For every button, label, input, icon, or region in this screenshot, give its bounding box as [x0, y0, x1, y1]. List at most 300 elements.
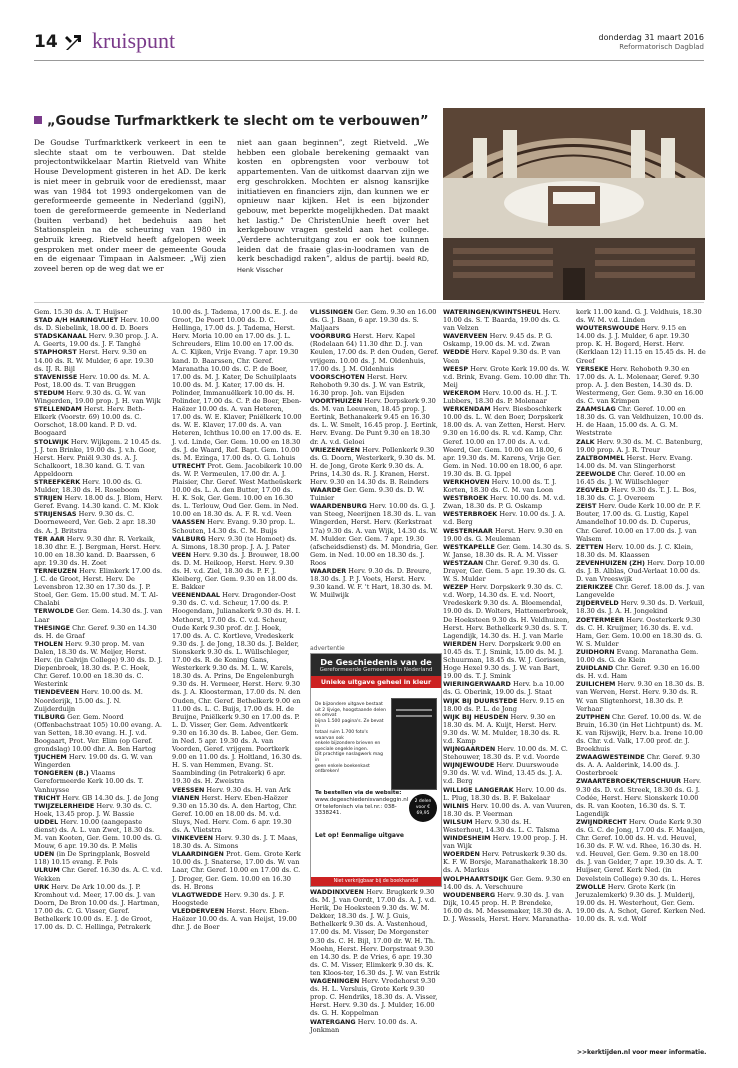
listing-text: Herv. Wijkgem. 2 10.45 ds. J. J. ten Brinke, 19.00 ds. J. v.h. Goor, Herst. Herv. Pniël 9.30 ds. A. J. Schalkoort, 18.30 kand. G. T. van Appeldoorn — [34, 437, 162, 478]
listing-text: Herv. 9.30 en 18.30 ds. M. A. Kuijt, Herst. Herv. 9.30 ds. W. M. Mulder, 18.30 ds. R. v.d. Kamp — [443, 712, 561, 745]
listing-text: Chr. Geref. 10.00 ds. W. de Bruin, 16.30 (in Het Lichtpunt) ds. M. K. van Rijswijk, Herv. b.a. Irene 10.00 ds. Chr. v.d. Valk, 17.00 prof. dr. J. Broekhuis — [576, 712, 703, 754]
book-advertisement[interactable] — [310, 653, 442, 887]
listing-text: Chr. Geref. 9.30 ds. A. A. Aalderink, 14.00 ds. J. Oosterbroek — [576, 753, 700, 778]
listing-text: Herv. Dorpskerk 9.30 ds. C. v.d. Worp, 14.30 ds. E. v.d. Noort, Vredeskerk 9.30 ds. A. Bloemendal, 19.00 ds. D. Wolters, Hattemerbroek, De Hoeksteen 9.30 ds. H. Veldhuizen, Herst. Herv. Bethelkerk 9.30 ds. S. T. Lagendijk, 14.30 ds. H. J. van Marle — [443, 583, 570, 640]
listing-text: Herv. Duurswoude 9.30 ds. W. v.d. Wind, 13.45 ds. J. A. v.d. Berg — [443, 761, 563, 786]
listing-text: Herv. 10.00 ds. T. J. Korten, 18.30 ds. C. M. van Loon — [443, 477, 557, 495]
listing-entry — [443, 875, 573, 891]
listing-place-name: VOORSCHOTEN — [310, 372, 365, 381]
listing-place-name: ZIJDERVELD — [576, 599, 619, 608]
listing-place-name: STADSKANAAL — [34, 332, 87, 341]
arrow-logo-icon — [64, 32, 84, 52]
listing-text: Herst. Herv. Beth-Elkerk (Voorstr. 69) 10.00 ds. C. Oorschot, 18.00 kand. P. D. vd. Boogaard — [34, 405, 145, 438]
listing-place-name: STAVENISSE — [34, 372, 78, 381]
listing-text: Herv. 18.00 ds. J. Blom, Herv. Geref. Evang. 14.30 kand. C. M. Klok — [34, 494, 163, 511]
listing-text: Herv. 10.00 ds. A. van Vuuren, 18.30 ds. P. Veerman — [443, 801, 573, 818]
listing-text: Herst. Herv. 9.30 en 19.00 ds. G. Meuleman — [443, 526, 563, 543]
listing-text: Chr. Geref. 9.30 en 16.00 ds. H. v.d. Ham — [576, 664, 700, 681]
listing-entry — [443, 389, 573, 405]
listing-text: Herv. 9.30 ds. C. Doorneweerd, Ver. Geb. 2 apr. 18.30 ds. A. J. Britstra — [34, 510, 156, 535]
ad-website-link[interactable]: www.degeschiedenisvandeggin.nl — [315, 796, 409, 803]
listing-place-name: UTRECHT — [172, 461, 206, 470]
listing-text: Herv. Dorpskerk 9.30 ds. M. van Leeuwen, 18.45 prop. J. Eertink, Bethanakerk 9.45 en 16.30 ds. L. W. Smelt, 16.45 prop. J. Eertink, Herv. Evang. De Punt 9.30 en 18.30 dr. A. v.d. Geloei — [310, 397, 438, 446]
listing-text: Herst. Herv. 9.30 en 14.00 ds. R. W. Mulder, 6 apr. 19.30 ds. IJ. R. Bijl — [34, 348, 154, 373]
listing-place-name: ZOETERMEER — [576, 615, 625, 624]
listing-place-name: WESTKAPELLE — [443, 542, 495, 551]
listing-text: Herv. 10.00 ds. M. A. Post, 18.00 ds. T. van Bruggen — [34, 372, 150, 389]
ad-bullet: totaal ruim 1.700 foto's waarvan ook — [315, 729, 368, 741]
listing-text: Herv. 9.30 ds. M. C. Batenburg, 19.00 prop. A. J. R. Treur — [576, 437, 703, 454]
listing-text: Herv. 9.30 dhr. R. Verkaik, 18.30 dhr. E. J. Bergman, Herst. Herv. 10.00 en 18.30 kand. D. Baarssen, 6 apr. 19.30 ds. H. Zoet — [34, 534, 162, 567]
listing-entry — [443, 365, 573, 389]
listing-text: Herst. Herv. Eben-Haëzer 9.30 en 15.30 ds. A. den Hartog, Chr. Geref. 10.00 en 18.00 ds. M. v.d. Sluys, Ned. Herv. Com. 6 apr. 19.30 ds. A. Vlietstra — [172, 793, 297, 834]
listing-column-3 — [310, 308, 440, 599]
listing-place-name: TRICHT — [34, 793, 61, 802]
issue-date: donderdag 31 maart 2016 — [598, 33, 704, 42]
listing-place-name: VALBURG — [172, 534, 206, 543]
listing-entry — [443, 818, 573, 834]
listing-place-name: ZUTPHEN — [576, 712, 610, 721]
listing-place-name: TIENDEVEEN — [34, 688, 80, 697]
listing-entry — [172, 834, 302, 850]
listing-place-name: STRIJEN — [34, 494, 63, 503]
listing-entry — [34, 494, 164, 510]
listing-place-name: WESTERHAAR — [443, 526, 493, 535]
listing-entry — [34, 753, 164, 769]
listing-place-name: WILLIGE LANGERAK — [443, 785, 514, 794]
ad-title: De Geschiedenis van de — [320, 657, 432, 667]
listing-entry — [34, 405, 164, 437]
listing-entry — [310, 486, 440, 502]
listing-text: Herv. 10.00 ds. L. Plug, 18.30 ds. B. F. Bakelaar — [443, 785, 567, 802]
article-column-1: De Goudse Turfmarktkerk verkeert in een te slechte staat om te verbouwen. Dat stelde projectontwikkelaar Martin Rietveld van White House Development gisteren in het AD. De kerk is niet meer in gebruik voor de erediensst, maar was van 1984 tot 1993 ondergekomen van de gereformeerde gemeente in Nederland (ggiN), toen de gereformeerde gemeente in Nederland (buiten verband) het bedehuis aan het Stationsplein na de scheuring van 1980 in gebruik kreeg. Rietveld heeft afgelopen week gesproken met onder meer de gemeente Gouda en de eigenaar Timpaan in Aalsmeer. „Wij zien zoveel beren op de weg dat we er — [34, 138, 226, 274]
listing-entry — [576, 713, 706, 753]
listing-text: Herv. 10.00 ds. M. v.d. Zwan, 18.30 ds. P. G. Oskamp — [443, 494, 566, 511]
listing-text: Herv. 9.30 ds. J. van Dijk, 10.45 prop. H. P. Brendeke, 16.00 ds. M. Messemaker, 18.30 ds. A. D. J. Wessels, Herst. Herv. Maranatha- — [443, 890, 573, 924]
listing-text: Herst. Herv. Evang. 14.00 ds. M. van Slingerhorst — [576, 453, 693, 470]
listing-place-name: WIJNJEWOUDE — [443, 761, 495, 770]
listing-place-name: WEZEP — [443, 583, 469, 592]
section-title: kruispunt — [92, 28, 176, 53]
listing-entry — [443, 543, 573, 559]
listing-entry — [576, 365, 706, 405]
listing-entry — [310, 397, 440, 446]
listing-text: Herv. Elimkerk 17.00 ds. J. C. de Groot, Herst. Herv. De Levensbron 12.30 en 17.30 ds. J. P. Stoel, Ger. Gem. 15.00 stud. M. T. Al-Chalabi — [34, 567, 163, 608]
listing-entry — [576, 616, 706, 648]
listing-entry — [34, 308, 164, 316]
listing-entry — [576, 308, 706, 324]
listing-entry — [34, 866, 164, 882]
listing-text: Herv. 19.00 prop. J. H. van Wijk — [443, 834, 568, 851]
listing-text: Herv. Vredehorst 9.30 ds. H. L. Versluis, Grote Kerk 9.30 prop. C. Hendriks, 18.30 ds. A. Visser, Herst. Herv. 9.30 ds. J. Mulder, 16.00 ds. G. H. Koppelman — [310, 977, 438, 1018]
section-divider — [34, 302, 704, 303]
listing-entry — [34, 850, 164, 866]
listing-entry — [576, 680, 706, 712]
listing-text: Herv. Kapel 9.30 ds. P. van Veen — [443, 348, 561, 365]
listing-text: Herv. 19.00 ds. G. W. van Wingerden — [34, 753, 153, 770]
listing-place-name: WAARDENBURG — [310, 502, 367, 511]
listing-place-name: WINDESHEIM — [443, 834, 491, 843]
listing-text: Herv. Pollenkerk 9.30 ds. G. Doorn, Westerkerk, 9.30 ds. M. H. de Jong, Grote Kerk 9.30 ds. A. Prins, 14.30 ds. R. J. Kranen, Herst. Herv. 9.30 en 14.30 ds. B. Reinders — [310, 445, 436, 486]
listing-place-name: VRIEZENVEEN — [310, 445, 360, 454]
listing-place-name: WIERDEN — [443, 639, 477, 648]
article-column-2 — [237, 138, 429, 276]
listing-place-name: ZIERIKZEE — [576, 583, 613, 592]
listing-entry — [576, 883, 706, 923]
listing-text: Herv. Oosterkerk 9.30 ds. C. H. Kruijmer, 16.30 ds. E. v.d. Ham, Ger. Gem. 10.00 en 18.30 ds. G. W. S. Mulder — [576, 615, 703, 648]
listing-place-name: ZUIDHORN — [576, 647, 615, 656]
listing-text: Ger. Gem. 9.30 ds. D. W. Tuinier — [310, 486, 425, 503]
listing-entry — [172, 535, 302, 551]
listing-text: Chr. Geref. 10.00 en 18.30 ds. G. van Veldhuizen, 10.00 ds. H. de Haan, 15.00 ds. A. G. M. Weststrate — [576, 405, 704, 438]
listing-text: Chr. Geref. 10.00 en 16.45 ds. J. W. Wüllschleger — [576, 469, 686, 486]
listing-place-name: ZEVENHUIZEN (ZH) — [576, 558, 645, 567]
listing-entry — [443, 891, 573, 923]
listing-entry — [172, 907, 302, 931]
listing-place-name: WESTZAAN — [443, 558, 484, 567]
listing-text: Herv. Biesboschkerk 10.00 ds. L. W. den Boer, Dorpskerk 18.00 ds. A. van Zetten, Herst. Herv. 9.30 en 16.00 ds. R. v.d. Kamp, Chr. Geref. 10.00 en 17.00 ds. A. v.d. Weerd, Ger. Gem. 10.00 en 18.00, 6 apr. 19.30 ds. M. Karens, Vrije Ger. Gem. in Ned. 10.00 en 18.00, 6 apr. 19.30 ds. B. G. Ippel — [443, 405, 566, 478]
listing-text: Herv. Oude Kerk 10.00 dr. P. F. Bouter, 17.00 ds. G. Lustig, Kapel Amandelhof 10.00 ds. D. Cuperus, Chr. Geref. 10.00 en 17.00 ds. J. van Walsem — [576, 502, 701, 543]
listing-text: Herv. 9.30 prop. J. A. A. Geerts, 19.00 ds. J. F. Tanghé — [34, 332, 159, 349]
listing-entry — [576, 438, 706, 454]
listing-text: Herv. Dragonder-Oost 9.30 ds. C. v.d. Scheur, 17.00 ds. P. Hoogendam, Julianakerk 9.30 ds. H. I. Methorst, 17.00 ds. C. v.d. Scheur, Oude Kerk 9.30 prof. dr. J. Hoek, 17.00 ds. A. C. Kortleve, Vredeskerk 9.30 ds. J. de Jong, 18.30 ds. J. Belder, Sionskerk 9.30 ds. L. Wüllschleger, 17.00 ds. R. de Koning Gans, Westerkerk 9.30 ds. M. L. W. Karels, 18.30 ds. A. Prins, De Engelenburgh 9.30 ds. H. Vermeer, Herst. Herv. 9.30 ds. J. A. Kloosterman, 17.00 ds. N. den Ouden, Chr. Geref. Bethelkerk 9.00 en 11.00 ds. L. C. Buijs, 17.00 ds. H. de Bruijne, Pniëlkerk 9.30 en 17.00 ds. P. L. D. Visser, Ger. Gem. Adventkerk 9.30 en 16.30 ds. B. Labee, Ger. Gem. in Ned. 5 apr. 19.30 ds. A. van Voorden, Geref. vrijgem. Poortkerk 9.00 en 11.00 ds. J. Holtland, 16.30 ds. H. S. van Hemmen, Evang. St. Saambinding (in Petrakerk) 6 apr. 19.30 ds. H. Zweistra — [172, 591, 302, 786]
listing-place-name: WIJNGAARDEN — [443, 745, 496, 754]
listing-text: Herv. De Ark 10.00 ds. J. P. Kromhout v.d. Meer, 17.00 ds. J. van Doorn, De Bron 10.00 ds. J. Hartman, 17.00 ds. C. G. Visser, Geref. Bethelkerk 10.00 ds. E. J. de Groot, 17.00 ds. D. C. Hellinga, Petrakerk — [34, 882, 160, 932]
listing-text: Herst. Herv. Eben-Haëzer 10.00 ds. A. van Heijst, 19.00 dhr. J. de Boer — [172, 906, 297, 932]
listing-place-name: ZEEWOLDE — [576, 469, 616, 478]
listing-entry — [34, 478, 164, 494]
ad-bullet: De bijzondere uitgave bestaat uit 2 lijvige, hoogstaande delen en omvat — [315, 702, 386, 719]
listing-place-name: WATERINGEN/KWINTSHEUL — [443, 308, 541, 316]
listing-place-name: WOUDENBERG — [443, 890, 496, 899]
church-interior-photo — [443, 108, 705, 300]
listing-entry — [443, 761, 573, 785]
listing-entry — [576, 324, 706, 364]
listing-place-name: ZUIDLAND — [576, 664, 614, 673]
listing-place-name: ZALK — [576, 437, 595, 446]
listing-place-name: THOLEN — [34, 639, 63, 648]
listing-text: Herv. 9.30 (te Homoet) ds. A. Simons, 18.30 prop. J. A. J. Pater — [172, 534, 297, 551]
listing-column-3b — [310, 888, 440, 1034]
listing-place-name: THESINGE — [34, 623, 71, 632]
listing-entry — [443, 527, 573, 543]
ad-bullet: bijna 1.500 pagina's. Ze bevat in — [315, 718, 384, 730]
book-cover-image — [391, 698, 437, 790]
listing-entry — [576, 486, 706, 502]
listing-text: Prot. Gem. Jacobikerk 10.00 ds. W. P. Vermeulen, 17.00 dr. A. J. Plaisier, Chr. Geref. West Matheüskerk 10.00 ds. L. A. den Butter, 17.00 ds. H. K. Sok, Ger. Gem. 10.00 en 16.30 ds. L. Terlouw, Oud Ger. Gem. in Ned. 10.00 en 18.30 ds. A. F. R. v.d. Veen — [172, 461, 302, 519]
listing-entry — [443, 348, 573, 364]
photo-credit: beeld RD, Henk Visscher — [237, 255, 429, 275]
listing-entry — [34, 769, 164, 793]
listing-entry — [34, 640, 164, 689]
listing-text: Herv. 10.00 ds. D. Siebelink, 18.00 d. D. Boers — [34, 316, 160, 333]
listing-place-name: UDDEL — [34, 817, 59, 826]
listing-text: Herv. 10.00 ds. J. C. Klein, 18.30 ds. M. Klaassen — [576, 542, 694, 559]
ad-subtitle: Gereformeerde Gemeenten in Nederland — [319, 667, 433, 673]
listing-entry — [34, 316, 164, 332]
listing-text: Herv. 9.30 prop. M. van Dalen, 18.30 ds. W. Meijer, Herst. Herv. (in Calvijn College) 9.30 ds. D. J. Diepenbroek, 18.30 ds. P. C. Hoek, Chr. Geref. 10.00 en 18.30 ds. C. Westerink — [34, 639, 163, 689]
ad-header — [311, 654, 441, 676]
listing-place-name: WEDDE — [443, 348, 470, 357]
ad-bullet: geen enkele boekenkast ontbreken! — [315, 763, 370, 775]
listing-entry — [576, 599, 706, 615]
listing-entry — [34, 624, 164, 640]
listing-entry — [310, 567, 440, 599]
listing-text: Herv. 10.00 ds. A. Jonkman — [310, 1017, 418, 1034]
listing-entry — [172, 850, 302, 890]
listing-text: Herv. 10.00 ds. G. Mulder, 18.30 ds. H. Roseboom — [34, 477, 143, 495]
listing-entry — [310, 888, 440, 977]
listing-entry — [34, 794, 164, 802]
listing-entry — [576, 818, 706, 883]
listing-place-name: ZWAARTEBROEK/TERSCHUUR — [576, 777, 682, 786]
ad-slogan: Unieke uitgave geheel in kleur — [311, 676, 441, 688]
listing-place-name: VIANEN — [172, 793, 200, 802]
listing-entry — [443, 332, 573, 348]
listing-entry — [443, 583, 573, 640]
listing-entry — [576, 405, 706, 437]
listing-place-name: WEKEROM — [443, 388, 481, 397]
article-column-2-text: niet aan gaan beginnen”, zegt Rietveld. „We hebben een globale berekening gemaakt van kosten en opbrengsten voor verbouw tot appartementen. Van de uitkomst daarvan zijn we erg geschrokken. Mochten er alsnog kansrijke initiatieven en financiers zijn, dan kunnen we er opnieuw naar kijken. Het is een bijzonder gebouw, met beperkte mogelijkheden. Dat maakt het lastig.” De ChristenUnie heeft over het kerkgebouw vragen gesteld aan het college. „Verdere achteruitgang zou er ook toe kunnen leiden dat de fraaie glas-in-loodramen van de kerk beschadigd raken”, aldus de partij. — [237, 138, 429, 264]
listing-place-name: URK — [34, 882, 50, 891]
listing-text: Herv. 9.30 en 18.30 ds. B. van Werven, Herst. Herv. 9.30 ds. R. W. van Sligtenhorst, 18.30 ds. P. Verhaar — [576, 680, 705, 713]
listing-place-name: ZEGVELD — [576, 486, 609, 495]
listing-text: Prot. Gem. Grote Kerk 10.00 ds. J. Snaterse, 17.00 ds. W. van Laar, Chr. Geref. 10.00 en 17.00 ds. C. J. Droger, Ger. Gem. 10.00 en 16.30 ds. H. Brons — [172, 850, 301, 891]
listing-place-name: TWIJZELERHEIDE — [34, 801, 95, 810]
listing-entry — [34, 348, 164, 372]
listing-entry — [443, 713, 573, 745]
ad-bullet: enkele bijzondere brieven en — [315, 741, 381, 747]
listing-entry — [172, 794, 302, 834]
listing-place-name: UDEN — [34, 850, 55, 859]
listing-place-name: VOORTHUIZEN — [310, 397, 362, 406]
book-title-bar — [396, 709, 432, 711]
listing-entry — [34, 688, 164, 712]
listing-place-name: WILNIS — [443, 801, 469, 810]
ad-contact — [315, 790, 407, 817]
listing-place-name: TILBURG — [34, 712, 66, 721]
listing-entry — [34, 567, 164, 607]
listing-text: (in De Springplank, Bosveld 118) 10.15 evang. F. Pols — [34, 850, 150, 867]
listing-entry — [576, 777, 706, 817]
listing-entry — [172, 462, 302, 519]
listing-entry — [34, 818, 164, 850]
listing-entry — [576, 559, 706, 583]
kerktijden-link[interactable]: >>kerktijden.nl voor meer informatie. — [577, 1049, 707, 1056]
listing-column-4 — [443, 308, 573, 923]
listing-place-name: ULRUM — [34, 866, 60, 875]
listing-text: Herv. Rehoboth 9.30 en 17.00 ds. A. L. Molenaar, Geref. 9.30 prop. A. J. den Besten, 14.30 ds. D. Westermeng, Ger. Gem. 9.30 en 16.00 ds. C. van Krimpen — [576, 364, 704, 406]
listing-text: Herv. Evang. 9.30 prop. L. Schouten, 14.30 ds. C. M. Buijs — [172, 518, 296, 535]
listing-text: Herv. 9.30 ds. J. Brouwer, 18.00 ds. D. M. Heikoop, Herst. Herv. 9.30 ds. H. v.d. Ziel, 18.30 ds. P. F. J. Kleiberg, Ger. Gem. 9.30 en 18.00 ds. E. Bakker — [172, 550, 300, 592]
listing-text: Herv. 9.30 ds. T. J. L. Bos, 18.30 ds. C. J. Overeem — [576, 486, 697, 503]
listing-entry — [443, 802, 573, 818]
listing-text: Ger. Gem. 9.30 en 14.00 ds. A. Verschuure — [443, 874, 571, 891]
listing-text: Herv. Petruskerk 9.30 ds. K. F. W. Borsje, Maranathakerk 18.30 ds. A. Markus — [443, 850, 568, 875]
listing-place-name: YERSEKE — [576, 364, 609, 373]
listing-entry — [443, 745, 573, 761]
listing-entry — [443, 786, 573, 802]
listing-entry — [443, 405, 573, 478]
listing-text: Herv. 9.30 ds. C. Hoek, 13.45 prop. J. W. Bassie — [34, 801, 152, 818]
listing-place-name: TER AAR — [34, 534, 65, 543]
listing-entry — [310, 446, 440, 486]
listing-text: Herv. 9.15 en 14.00 ds. J. J. Mulder, 6 apr. 19.30 prop. K. H. Bogerd, Herst. Herv. (Kerklaan 12) 11.15 en 15.45 ds. H. de Greef — [576, 324, 706, 365]
listing-place-name: ZETTEN — [576, 542, 604, 551]
ad-label: advertentie — [310, 645, 345, 652]
listing-place-name: WERKENDAM — [443, 405, 491, 414]
article-title-text: „Goudse Turfmarktkerk te slecht om te verbouwen” — [47, 114, 429, 129]
page-number: 14 — [34, 32, 58, 52]
listing-text: Herst. Herv. Rehoboth 9.30 ds. J. W. van Estrik, 16.30 prop. Joh. van Eijsden — [310, 372, 426, 397]
listing-text: Ger. Gem. Noord (Offenbachstraat 105) 10.00 evang. A. van Setten, 18.30 evang. H. J. v.d. Boogaart, Prot. Ver. Elim (op Geref. grondslag) 10.00 dhr. A. Ben Hartog — [34, 712, 162, 754]
ad-bullet: speciale ongekle ingen. — [315, 746, 369, 752]
ad-cta: Let op! Eenmalige uitgave — [315, 832, 404, 839]
listing-entry — [310, 308, 440, 332]
ad-description — [315, 702, 387, 775]
listing-place-name: ZEIST — [576, 502, 597, 511]
listing-text: Herst. Herv. Kapel (Rodelaan 64) 11.30 dhr. D. J. van Keulen, 17.00 ds. P. den Ouden, Geref. vrijgem. 10.00 ds. J. M. Oldenhuis, 17.00 ds. J. M. Oldenhuis — [310, 332, 439, 373]
listing-place-name: WAARDE — [310, 486, 342, 495]
listing-entry — [34, 332, 164, 348]
listing-place-name: VEEN — [172, 550, 192, 559]
listing-text: Herv. 9.30 ds. H. van Ark — [206, 785, 291, 794]
listing-entry — [310, 373, 440, 397]
listing-place-name: STELLENDAM — [34, 405, 82, 414]
listing-column-5 — [576, 308, 706, 923]
header-meta — [599, 33, 704, 51]
listing-entry — [443, 510, 573, 526]
listing-text: Herv. Dorpskerk 9.00 en 10.45 ds. T. J. Smink, 15.00 ds. M. J. Schuurman, 18.45 ds. W. J. Gorissen, Hoge Hexel 9.30 ds. J. W. van Bart, 19.00 ds. T. J. Smink — [443, 639, 567, 681]
listing-entry — [443, 850, 573, 874]
listing-entry — [34, 373, 164, 389]
listing-place-name: VAASSEN — [172, 518, 206, 527]
listing-text: Evang. Maranatha Gem. 10.00 ds. G. de Klein — [576, 647, 699, 665]
listing-place-name: VLAGTWEDDE — [172, 890, 222, 899]
listing-place-name: VLISSINGEN — [310, 308, 353, 316]
listing-entry — [34, 535, 164, 567]
listing-entry — [310, 977, 440, 1017]
listing-entry — [310, 502, 440, 567]
ad-bullet: Dit prachtige naslagwerk mag in — [315, 752, 383, 763]
listing-column-2 — [172, 308, 302, 931]
listing-place-name: WAGENINGEN — [310, 977, 360, 986]
listing-entry — [443, 494, 573, 510]
listing-entry — [443, 640, 573, 680]
listing-place-name: STREEFKERK — [34, 477, 81, 486]
listing-entry — [443, 697, 573, 713]
listing-text: Herv. Grote Kerk 19.00 ds. W. v.d. Brink, Evang. Gem. 10.00 dhr. Th. Meij — [443, 364, 571, 389]
listing-text: Herv. 10.00 ds. G. J. van Steeg, Neerijnen 18.30 ds. L. van Wingerden, Herst. Herv. (Kerkstraat 17a) 9.30 ds. A. van Wijk, 14.30 ds. W. M. Mulder. Ger. Gem. 7 apr. 19.30 (afscheidsdienst) ds. M. Mondria, Ger. Gem. in Ned. 10.00 en 18.30 ds. J. Roos — [310, 502, 439, 567]
listing-place-name: VEESSEN — [172, 785, 205, 794]
listing-entry — [310, 332, 440, 372]
listing-entry — [34, 802, 164, 818]
listing-text: Chr. Geref. 9.30 ds. G. Drayer, Ger. Gem. 5 apr. 19.30 ds. G. W. S. Mulder — [443, 558, 566, 584]
listing-entry — [34, 607, 164, 623]
page-header — [34, 30, 704, 61]
listing-entry — [172, 591, 302, 785]
listing-entry — [443, 834, 573, 850]
listing-entry — [576, 454, 706, 470]
listing-place-name: WATERGANG — [310, 1017, 356, 1026]
listing-place-name: TERWOLDE — [34, 607, 74, 616]
listing-entry — [576, 583, 706, 599]
listing-place-name: TERNEUZEN — [34, 567, 77, 575]
listing-entry — [172, 308, 302, 462]
listing-place-name: ZWAAGWESTEINDE — [576, 753, 645, 762]
listing-entry — [576, 502, 706, 542]
listing-place-name: ZWIJNDRECHT — [576, 817, 627, 826]
listing-place-name: STEDUM — [34, 388, 65, 397]
listing-place-name: STOLWIJK — [34, 437, 69, 446]
listing-place-name: VOORBURG — [310, 332, 351, 341]
listing-text: Herv. 10.00 (aangepaste dienst) ds. A. L. van Zwet, 18.30 ds. M. van Kooten, Ger. Gem. 10.00 ds. G. Mouw, 6 apr. 19.30 ds. P. Melis — [34, 817, 162, 851]
listing-place-name: WEESP — [443, 364, 469, 373]
listing-place-name: ZUILICHEM — [576, 680, 616, 689]
listing-text: Herv. 9.30 ds. D. v.d. Streek, 18.30 ds. G. J. Codée, Herst. Herv. Sionskerk 10.00 ds. R. van Kooten, 16.30 ds. S. T. Lagendijk — [576, 777, 702, 818]
listing-entry — [443, 680, 573, 696]
listing-entry — [34, 883, 164, 932]
listing-text: Herv. 9.45 ds. P. G. Oskamp, 19.00 ds. M. v.d. Zwan — [443, 332, 553, 349]
listing-place-name: STRIJENSAS — [34, 510, 77, 519]
listing-text: Herv. 9.30 ds. J. T. Maas, 18.30 ds. A. Simons — [172, 834, 298, 851]
listing-entry — [576, 664, 706, 680]
listing-text: Herv. Oude Kerk 9.30 ds. G. C. de Jong, 17.00 ds. F. Maaijen, Chr. Geref. 10.00 ds. H. v.d. Heuvel, 16.30 ds. F. W. v.d. Rhee, 16.30 ds. H. v.d. Heuvel, Ger. Gem. 9.30 en 18.00 ds. J. van Gelder, 7 apr. 19.30 ds. A. T. Huijser, Geref. Kerk Ned. (in Develstein College) 9.30 ds. L. Heres — [576, 817, 706, 883]
listing-place-name: WESTERBROEK — [443, 510, 498, 519]
listing-text: kerk 11.00 kand. G. J. Veldhuis, 18.30 ds. W. M. v.d. Linden — [576, 308, 702, 325]
listing-text: Herv. Dorp 10.00 ds. J. B. Alblas, Oud-Verlaat 10.00 ds. D. van Vreeswijk — [576, 558, 705, 584]
listing-place-name: TONGEREN (B.) — [34, 769, 89, 778]
listing-text: Chr. Geref. 16.30 ds. A. C. v.d. Wekken — [34, 866, 163, 883]
listing-place-name: WIJK BIJ DUURSTEDE — [443, 696, 518, 705]
listing-place-name: ZWOLLE — [576, 882, 606, 891]
listing-place-name: WOUTERSWOUDE — [576, 324, 640, 333]
listing-text: Herv. 9.30 ds. D. Breure, 18.30 ds. J. P. J. Voets, Herst. Herv. 9.30 kand. W. F. 't Hart, 18.30 ds. M. W. Muilwijk — [310, 567, 433, 600]
listing-text: Herv. GB 14.30 ds. J. de Jong — [62, 793, 159, 802]
price-badge: 2 delen voor € 69,95 — [409, 794, 437, 822]
listing-place-name: WESTBROEK — [443, 494, 488, 503]
listing-entry — [172, 518, 302, 534]
listing-place-name: STAD A/H HARINGVLIET — [34, 316, 119, 325]
listing-entry — [443, 559, 573, 583]
ad-footer: Niet verkrijgbaar bij de boekhandel — [311, 877, 441, 886]
listing-text: Vlaams Gereformeerde Kerk 10.00 ds. T. Vanhuysse — [34, 769, 144, 794]
listing-entry — [34, 713, 164, 753]
listing-column-1 — [34, 308, 164, 931]
listing-text: Herv. 9.30 ds. G. W. van Wingerden, 19.00 prop. J. H. van Wijk — [34, 388, 161, 406]
listing-text: Herv. Brugkerk 9.30 ds. M. J. van Oordt, 17.00 ds. A. J. v.d. Herik, De Hoeksteen 9.30 ds. W. M. Dekker, 18.30 ds. J. W. J. Guis, Bethelkerk 9.30 ds. A. Vastenhoud, 17.00 ds. M. Visser, De Morgenster 9.30 ds. C. H. Bijl, 17.00 dr. W. H. Th. Moehn, Herst. Herv. Dorpstraat 9.30 en 14.30 ds. P. de Vries, 6 apr. 19.30 ds. C. M. Visser, Elimkerk 9.30 ds. K. ten Kloos-ter, 16.30 ds. J. W. van Estrik — [310, 888, 440, 977]
listing-text: Herv. b.a 10.00 ds. G. Oberink, 19.00 ds. J. Staat — [443, 680, 565, 697]
listing-place-name: WIERINGERWAARD — [443, 680, 511, 689]
listing-entry — [172, 786, 302, 794]
listing-text: Herv. 9.30 ds. D. Verkuil, 18.30 ds. J. A. H. Jongekind — [576, 599, 705, 616]
listing-place-name: VINKEVEEN — [172, 834, 214, 843]
listing-entry — [576, 648, 706, 664]
listing-entry — [172, 891, 302, 907]
listing-place-name: ZALTBOMMEL — [576, 453, 625, 462]
listing-place-name: VEENENDAAL — [172, 591, 221, 600]
listing-entry — [576, 753, 706, 777]
listing-text: Herv. 10.00 ds. S. T. Baarda, 19.00 ds. G. van Velzen — [443, 308, 561, 333]
listing-text: Ger. Gem. 14.30 ds. J. van Laar — [34, 607, 163, 624]
listing-entry — [172, 551, 302, 591]
listing-text: 10.00 ds. J. Tadema, 17.00 ds. E. J. de Groot, De Poort 10.00 ds. D. C. Hellinga, 17.00 ds. J. Tadema, Herst. Herv. Moria 10.00 en 17.00 ds. J. L. Schreuders, Elim 10.00 en 17.00 ds. A. C. Kijken, Vrije Evang. 7 apr. 19.30 kand. D. Baarssen, Chr. Geref. Maranatha 10.00 ds. C. P. de Boer, 17.00 ds. M. J. Kater, De Schuilplaats 10.00 ds. M. J. Kater, 17.00 ds. H. Polinder, Immanuëlkerk 10.00 ds. H. Polinder, 17.00 ds. C. P. de Boer, Eben-Haëzer 10.00 ds. A. van Heteren, 17.00 ds. W. E. Klaver, Pniëlkerk 10.00 ds. W. E. Klaver, 17.00 ds. A. van Heteren, Ichthus 10.00 en 17.00 ds. E. J. v.d. Linde, Ger. Gem. 10.00 en 18.30 ds. J. de Waard, Ref. Bapt. Gem. 10.00 ds. M. Ezinga, 17.00 ds. O. G. Lohuis — [172, 308, 302, 462]
article-headline — [34, 114, 428, 129]
listing-text: Herv. 10.00 ds. J. A. v.d. Berg — [443, 510, 566, 527]
listing-entry — [576, 470, 706, 486]
paper-name: Reformatorisch Dagblad — [619, 43, 704, 51]
book-title-bar — [396, 715, 432, 717]
